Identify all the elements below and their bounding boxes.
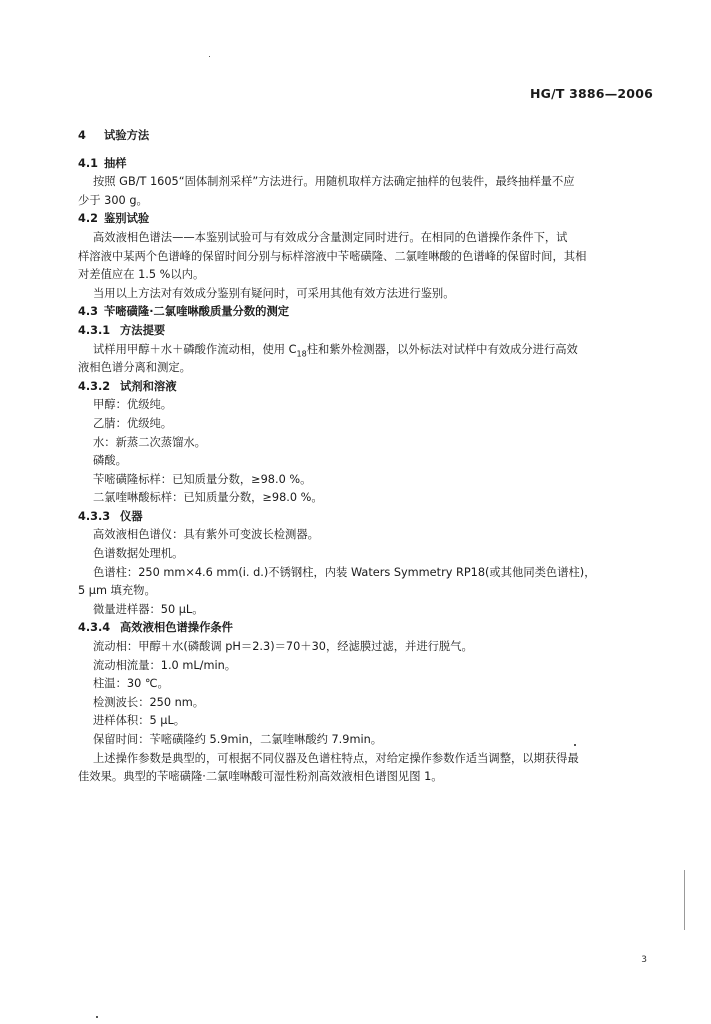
list-item: 进样体积：5 μL。 [93,714,186,728]
section-title: 试验方法 [104,129,150,142]
section-4-3-4-heading [78,619,660,638]
section-title: 方法提要 [120,323,166,337]
scan-artifact-dot [574,744,576,746]
section-4-3-2-heading [78,378,660,397]
section-4-heading [78,127,660,146]
list-item: 色谱数据处理机。 [93,547,184,561]
paragraph-line: 液相色谱分离和测定。 [78,361,191,375]
section-number: 4 [78,129,86,142]
list-item: 二氯喹啉酸标样：已知质量分数，≥98.0 %。 [93,491,323,505]
section-4-3-3-heading [78,508,660,527]
section-number: 4.3.3 [78,509,111,523]
section-title: 高效液相色谱操作条件 [120,621,233,635]
list-item: 高效液相色谱仪：具有紫外可变波长检测器。 [93,528,319,542]
list-item: 磷酸。 [93,454,127,468]
subscript: 18 [296,348,307,358]
scan-artifact-dot [96,1016,98,1018]
list-item: 流动相：甲醇＋水(磷酸调 pH＝2.3)＝70＋30，经滤膜过滤，并进行脱气。 [93,640,473,654]
document-body [78,127,660,787]
list-item: 色谱柱：250 mm×4.6 mm(i. d.)不锈钢柱，内装 Waters Symmetry RP18(或其他同类色谱柱)， [93,565,596,579]
section-number: 4.3 [78,305,99,319]
section-4-2-heading [78,210,660,229]
paragraph-line: 高效液相色谱法——本鉴别试验可与有效成分含量测定同时进行。在相同的色谱操作条件下，试 [93,230,568,244]
list-item: 微量进样器：50 μL。 [93,602,204,616]
section-number: 4.2 [78,212,99,226]
list-item: 保留时间：苄嘧磺隆约 5.9min，二氯喹啉酸约 7.9min。 [93,733,383,746]
paragraph-line: 对差值应在 1.5 %以内。 [78,268,205,282]
list-item: 检测波长：250 nm。 [93,695,205,709]
list-item: 甲醇：优级纯。 [93,398,173,412]
paragraph-line: 上述操作参数是典型的，可根据不同仪器及色谱柱特点，对给定操作参数作适当调整，以期获得最 [93,751,579,765]
paragraph-line: 少于 300 g。 [78,193,148,207]
section-number: 4.3.2 [78,379,111,393]
paragraph-line: 佳效果。典型的苄嘧磺隆·二氯喹啉酸可湿性粉剂高效液相色谱图见图 1。 [78,770,443,784]
list-item: 苄嘧磺隆标样：已知质量分数，≥98.0 %。 [93,472,312,486]
text-fragment: 试样用甲醇＋水＋磷酸作流动相，使用 C [93,342,297,356]
list-item: 水：新蒸二次蒸馏水。 [93,435,206,449]
paragraph-line: 样溶液中某两个色谱峰的保留时间分别与标样溶液中苄嘧磺隆、二氯喹啉酸的色谱峰的保留时间，其相 [78,249,587,263]
section-4-3-1-heading [78,322,660,341]
section-number: 4.1 [78,156,99,170]
paragraph-line [78,341,660,360]
section-title: 试剂和溶液 [120,379,177,393]
list-item: 乙腈：优级纯。 [93,416,173,430]
scan-artifact-dot [209,56,210,57]
section-4-3-heading [78,303,660,322]
section-number: 4.3.4 [78,621,111,635]
scan-artifact-line [684,870,685,930]
section-title: 鉴别试验 [104,212,150,226]
paragraph-line: 按照 GB/T 1605“固体制剂采样”方法进行。用随机取样方法确定抽样的包装件，最终抽样量不应 [93,175,575,189]
standard-code: HG/T 3886—2006 [529,86,653,101]
paragraph-line: 当用以上方法对有效成分鉴别有疑问时，可采用其他有效方法进行鉴别。 [93,286,455,300]
section-title: 抽样 [104,156,127,170]
section-title: 仪器 [120,509,143,523]
section-title: 苄嘧磺隆·二氯喹啉酸质量分数的测定 [104,305,290,319]
list-item-continuation: 5 μm 填充物。 [78,584,156,598]
text-fragment: 柱和紫外检测器，以外标法对试样中有效成分进行高效 [306,342,578,356]
list-item: 流动相流量：1.0 mL/min。 [93,658,237,672]
page-number: 3 [641,955,647,965]
section-4-1-heading [78,155,660,174]
section-number: 4.3.1 [78,323,111,337]
list-item: 柱温：30 ℃。 [93,677,169,691]
